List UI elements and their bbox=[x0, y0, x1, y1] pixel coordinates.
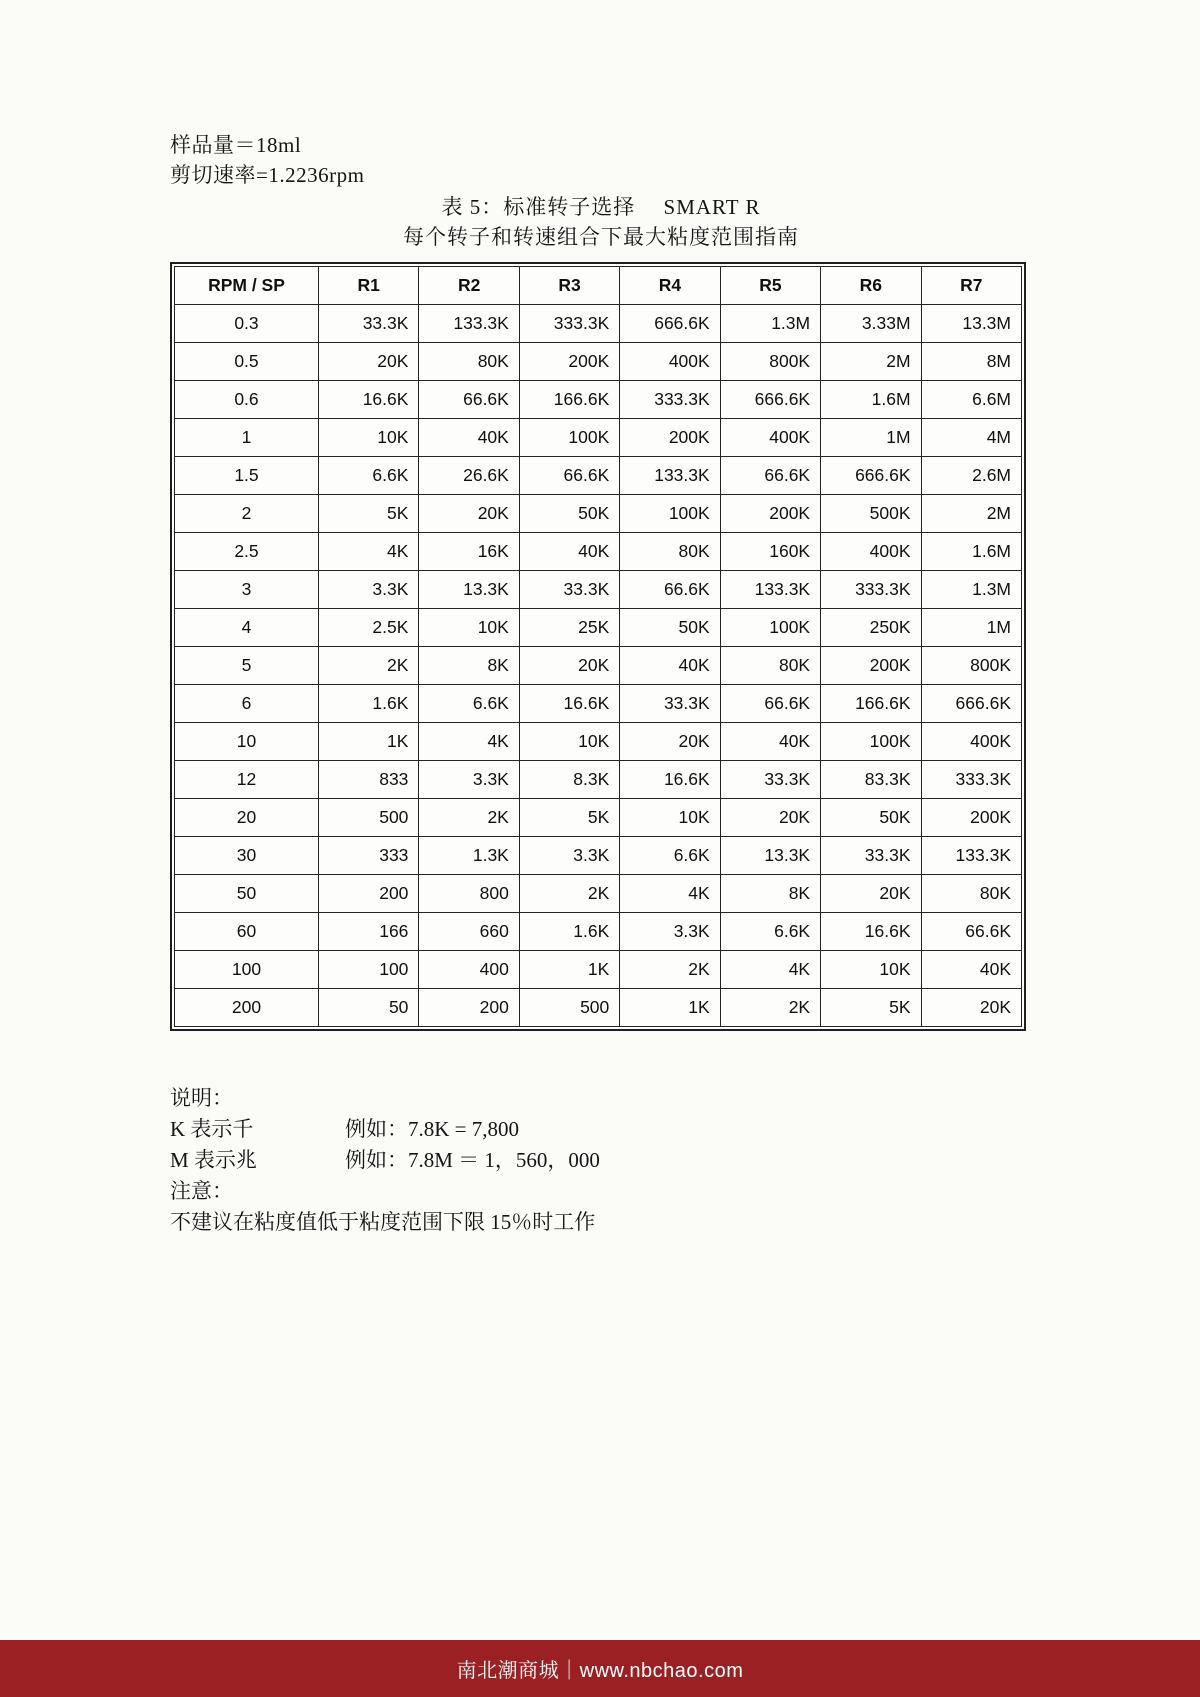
viscosity-cell: 66.6K bbox=[620, 571, 720, 609]
viscosity-cell: 6.6K bbox=[319, 457, 419, 495]
viscosity-cell: 80K bbox=[921, 875, 1021, 913]
viscosity-cell: 800K bbox=[720, 343, 820, 381]
rpm-cell: 30 bbox=[175, 837, 319, 875]
viscosity-cell: 333.3K bbox=[620, 381, 720, 419]
viscosity-cell: 33.3K bbox=[620, 685, 720, 723]
viscosity-cell: 20K bbox=[519, 647, 619, 685]
viscosity-cell: 13.3K bbox=[720, 837, 820, 875]
viscosity-cell: 200K bbox=[620, 419, 720, 457]
footer-site-label: 南北潮商城｜www.nbchao.com bbox=[456, 1660, 744, 1682]
column-header: R7 bbox=[921, 267, 1021, 305]
viscosity-cell: 5K bbox=[519, 799, 619, 837]
viscosity-cell: 20K bbox=[419, 495, 519, 533]
viscosity-cell: 33.3K bbox=[519, 571, 619, 609]
viscosity-cell: 4K bbox=[720, 951, 820, 989]
viscosity-cell: 200 bbox=[319, 875, 419, 913]
table-row bbox=[175, 419, 1022, 457]
viscosity-cell: 3.3K bbox=[419, 761, 519, 799]
viscosity-cell: 80K bbox=[419, 343, 519, 381]
viscosity-cell: 133.3K bbox=[720, 571, 820, 609]
viscosity-cell: 1.3K bbox=[419, 837, 519, 875]
viscosity-cell: 6.6K bbox=[620, 837, 720, 875]
rpm-cell: 6 bbox=[175, 685, 319, 723]
viscosity-cell: 10K bbox=[620, 799, 720, 837]
footer-bar bbox=[0, 1640, 1200, 1697]
viscosity-cell: 40K bbox=[519, 533, 619, 571]
rpm-cell: 200 bbox=[175, 989, 319, 1027]
viscosity-table-frame bbox=[170, 262, 1026, 1031]
viscosity-cell: 2K bbox=[519, 875, 619, 913]
viscosity-cell: 13.3M bbox=[921, 305, 1021, 343]
viscosity-cell: 40K bbox=[921, 951, 1021, 989]
column-header: R1 bbox=[319, 267, 419, 305]
rpm-cell: 1.5 bbox=[175, 457, 319, 495]
table-row bbox=[175, 533, 1022, 571]
viscosity-cell: 3.3K bbox=[519, 837, 619, 875]
viscosity-cell: 4K bbox=[419, 723, 519, 761]
viscosity-cell: 66.6K bbox=[519, 457, 619, 495]
viscosity-cell: 25K bbox=[519, 609, 619, 647]
viscosity-cell: 40K bbox=[620, 647, 720, 685]
note-m-example: 例如：7.8M ＝ 1，560，000 bbox=[345, 1148, 600, 1172]
viscosity-cell: 10K bbox=[821, 951, 921, 989]
viscosity-cell: 10K bbox=[519, 723, 619, 761]
viscosity-cell: 166.6K bbox=[821, 685, 921, 723]
caution-text: 不建议在粘度值低于粘度范围下限 15％时工作 bbox=[170, 1210, 596, 1234]
viscosity-cell: 50K bbox=[821, 799, 921, 837]
table-row bbox=[175, 609, 1022, 647]
column-header: RPM / SP bbox=[175, 267, 319, 305]
viscosity-cell: 3.3K bbox=[620, 913, 720, 951]
viscosity-cell: 333 bbox=[319, 837, 419, 875]
viscosity-cell: 660 bbox=[419, 913, 519, 951]
viscosity-cell: 1M bbox=[921, 609, 1021, 647]
table-row bbox=[175, 951, 1022, 989]
viscosity-cell: 166.6K bbox=[519, 381, 619, 419]
table-row bbox=[175, 761, 1022, 799]
viscosity-cell: 500K bbox=[821, 495, 921, 533]
viscosity-cell: 2.6M bbox=[921, 457, 1021, 495]
viscosity-cell: 50K bbox=[620, 609, 720, 647]
notes-section bbox=[170, 1083, 1032, 1238]
viscosity-cell: 80K bbox=[720, 647, 820, 685]
rpm-cell: 0.6 bbox=[175, 381, 319, 419]
viscosity-cell: 3.3K bbox=[319, 571, 419, 609]
column-header: R6 bbox=[821, 267, 921, 305]
viscosity-cell: 200K bbox=[821, 647, 921, 685]
viscosity-cell: 2K bbox=[419, 799, 519, 837]
shear-rate-line: 剪切速率=1.2236rpm bbox=[170, 163, 365, 187]
viscosity-cell: 333.3K bbox=[921, 761, 1021, 799]
table-row bbox=[175, 647, 1022, 685]
table-row bbox=[175, 343, 1022, 381]
table-row bbox=[175, 571, 1022, 609]
viscosity-cell: 8.3K bbox=[519, 761, 619, 799]
viscosity-cell: 133.3K bbox=[419, 305, 519, 343]
viscosity-cell: 20K bbox=[720, 799, 820, 837]
viscosity-cell: 2K bbox=[319, 647, 419, 685]
viscosity-cell: 166 bbox=[319, 913, 419, 951]
viscosity-cell: 8M bbox=[921, 343, 1021, 381]
viscosity-cell: 40K bbox=[419, 419, 519, 457]
viscosity-cell: 200K bbox=[720, 495, 820, 533]
viscosity-cell: 1.6M bbox=[821, 381, 921, 419]
rpm-cell: 5 bbox=[175, 647, 319, 685]
column-header: R2 bbox=[419, 267, 519, 305]
table-row bbox=[175, 457, 1022, 495]
viscosity-cell: 20K bbox=[921, 989, 1021, 1027]
note-m-line bbox=[170, 1145, 1032, 1176]
table-row bbox=[175, 305, 1022, 343]
note-m-label: M 表示兆 bbox=[170, 1148, 257, 1172]
viscosity-cell: 1.3M bbox=[720, 305, 820, 343]
viscosity-cell: 66.6K bbox=[921, 913, 1021, 951]
viscosity-cell: 20K bbox=[319, 343, 419, 381]
sample-volume-line: 样品量＝18ml bbox=[170, 133, 302, 157]
viscosity-cell: 500 bbox=[519, 989, 619, 1027]
viscosity-cell: 800 bbox=[419, 875, 519, 913]
viscosity-cell: 20K bbox=[620, 723, 720, 761]
viscosity-cell: 8K bbox=[419, 647, 519, 685]
rpm-cell: 2.5 bbox=[175, 533, 319, 571]
viscosity-cell: 80K bbox=[620, 533, 720, 571]
viscosity-cell: 666.6K bbox=[821, 457, 921, 495]
viscosity-cell: 4M bbox=[921, 419, 1021, 457]
viscosity-cell: 133.3K bbox=[620, 457, 720, 495]
viscosity-cell: 1K bbox=[620, 989, 720, 1027]
table-subtitle: 每个转子和转速组合下最大粘度范围指南 bbox=[403, 225, 799, 249]
viscosity-cell: 400K bbox=[821, 533, 921, 571]
title-block bbox=[170, 192, 1032, 252]
table-row bbox=[175, 799, 1022, 837]
viscosity-cell: 8K bbox=[720, 875, 820, 913]
viscosity-cell: 133.3K bbox=[921, 837, 1021, 875]
viscosity-cell: 200K bbox=[519, 343, 619, 381]
viscosity-cell: 16.6K bbox=[620, 761, 720, 799]
table-row bbox=[175, 685, 1022, 723]
viscosity-cell: 50K bbox=[519, 495, 619, 533]
viscosity-cell: 1.3M bbox=[921, 571, 1021, 609]
column-header: R4 bbox=[620, 267, 720, 305]
viscosity-cell: 100K bbox=[519, 419, 619, 457]
table-row bbox=[175, 723, 1022, 761]
viscosity-cell: 33.3K bbox=[720, 761, 820, 799]
rpm-cell: 50 bbox=[175, 875, 319, 913]
viscosity-cell: 666.6K bbox=[620, 305, 720, 343]
table-row bbox=[175, 875, 1022, 913]
viscosity-cell: 250K bbox=[821, 609, 921, 647]
viscosity-cell: 200K bbox=[921, 799, 1021, 837]
viscosity-cell: 1.6K bbox=[319, 685, 419, 723]
table-row bbox=[175, 989, 1022, 1027]
viscosity-cell: 833 bbox=[319, 761, 419, 799]
table-row bbox=[175, 913, 1022, 951]
viscosity-cell: 33.3K bbox=[319, 305, 419, 343]
viscosity-cell: 400 bbox=[419, 951, 519, 989]
viscosity-cell: 2K bbox=[720, 989, 820, 1027]
viscosity-cell: 100K bbox=[720, 609, 820, 647]
rpm-cell: 1 bbox=[175, 419, 319, 457]
rpm-cell: 4 bbox=[175, 609, 319, 647]
table-row bbox=[175, 381, 1022, 419]
viscosity-cell: 160K bbox=[720, 533, 820, 571]
viscosity-cell: 400K bbox=[720, 419, 820, 457]
notes-heading: 说明： bbox=[170, 1086, 233, 1110]
viscosity-cell: 333.3K bbox=[519, 305, 619, 343]
rpm-cell: 12 bbox=[175, 761, 319, 799]
viscosity-cell: 1M bbox=[821, 419, 921, 457]
viscosity-cell: 16.6K bbox=[519, 685, 619, 723]
viscosity-cell: 666.6K bbox=[720, 381, 820, 419]
viscosity-cell: 2M bbox=[821, 343, 921, 381]
rpm-cell: 100 bbox=[175, 951, 319, 989]
viscosity-cell: 100K bbox=[821, 723, 921, 761]
viscosity-cell: 3.33M bbox=[821, 305, 921, 343]
viscosity-cell: 1K bbox=[319, 723, 419, 761]
viscosity-cell: 66.6K bbox=[419, 381, 519, 419]
viscosity-cell: 500 bbox=[319, 799, 419, 837]
viscosity-cell: 333.3K bbox=[821, 571, 921, 609]
note-k-label: K 表示千 bbox=[170, 1117, 254, 1141]
viscosity-cell: 40K bbox=[720, 723, 820, 761]
viscosity-cell: 4K bbox=[319, 533, 419, 571]
note-k-line bbox=[170, 1114, 1032, 1145]
table-row bbox=[175, 837, 1022, 875]
rpm-cell: 0.5 bbox=[175, 343, 319, 381]
viscosity-cell: 10K bbox=[419, 609, 519, 647]
viscosity-cell: 5K bbox=[821, 989, 921, 1027]
viscosity-cell: 400K bbox=[921, 723, 1021, 761]
viscosity-cell: 2.5K bbox=[319, 609, 419, 647]
viscosity-cell: 16.6K bbox=[821, 913, 921, 951]
table-title: 表 5：标准转子选择 SMART R bbox=[441, 195, 761, 219]
viscosity-cell: 16K bbox=[419, 533, 519, 571]
rpm-cell: 2 bbox=[175, 495, 319, 533]
viscosity-cell: 1K bbox=[519, 951, 619, 989]
viscosity-cell: 1.6M bbox=[921, 533, 1021, 571]
note-k-example: 例如：7.8K = 7,800 bbox=[345, 1117, 520, 1141]
viscosity-cell: 13.3K bbox=[419, 571, 519, 609]
viscosity-table bbox=[174, 266, 1022, 1027]
viscosity-cell: 10K bbox=[319, 419, 419, 457]
rpm-cell: 60 bbox=[175, 913, 319, 951]
viscosity-cell: 800K bbox=[921, 647, 1021, 685]
viscosity-cell: 400K bbox=[620, 343, 720, 381]
caution-heading: 注意： bbox=[170, 1179, 233, 1203]
viscosity-cell: 33.3K bbox=[821, 837, 921, 875]
viscosity-cell: 666.6K bbox=[921, 685, 1021, 723]
viscosity-cell: 66.6K bbox=[720, 457, 820, 495]
table-body bbox=[175, 305, 1022, 1027]
rpm-cell: 3 bbox=[175, 571, 319, 609]
column-header: R5 bbox=[720, 267, 820, 305]
viscosity-cell: 5K bbox=[319, 495, 419, 533]
viscosity-cell: 4K bbox=[620, 875, 720, 913]
viscosity-cell: 50 bbox=[319, 989, 419, 1027]
viscosity-cell: 83.3K bbox=[821, 761, 921, 799]
viscosity-cell: 26.6K bbox=[419, 457, 519, 495]
rpm-cell: 10 bbox=[175, 723, 319, 761]
viscosity-cell: 2K bbox=[620, 951, 720, 989]
viscosity-cell: 16.6K bbox=[319, 381, 419, 419]
rpm-cell: 20 bbox=[175, 799, 319, 837]
table-row bbox=[175, 495, 1022, 533]
rpm-cell: 0.3 bbox=[175, 305, 319, 343]
page-content bbox=[170, 130, 1032, 1238]
viscosity-cell: 20K bbox=[821, 875, 921, 913]
table-head-row bbox=[175, 267, 1022, 305]
viscosity-cell: 200 bbox=[419, 989, 519, 1027]
viscosity-cell: 1.6K bbox=[519, 913, 619, 951]
viscosity-cell: 6.6M bbox=[921, 381, 1021, 419]
viscosity-cell: 100 bbox=[319, 951, 419, 989]
viscosity-cell: 66.6K bbox=[720, 685, 820, 723]
viscosity-cell: 6.6K bbox=[419, 685, 519, 723]
viscosity-cell: 6.6K bbox=[720, 913, 820, 951]
column-header: R3 bbox=[519, 267, 619, 305]
viscosity-cell: 2M bbox=[921, 495, 1021, 533]
viscosity-cell: 100K bbox=[620, 495, 720, 533]
